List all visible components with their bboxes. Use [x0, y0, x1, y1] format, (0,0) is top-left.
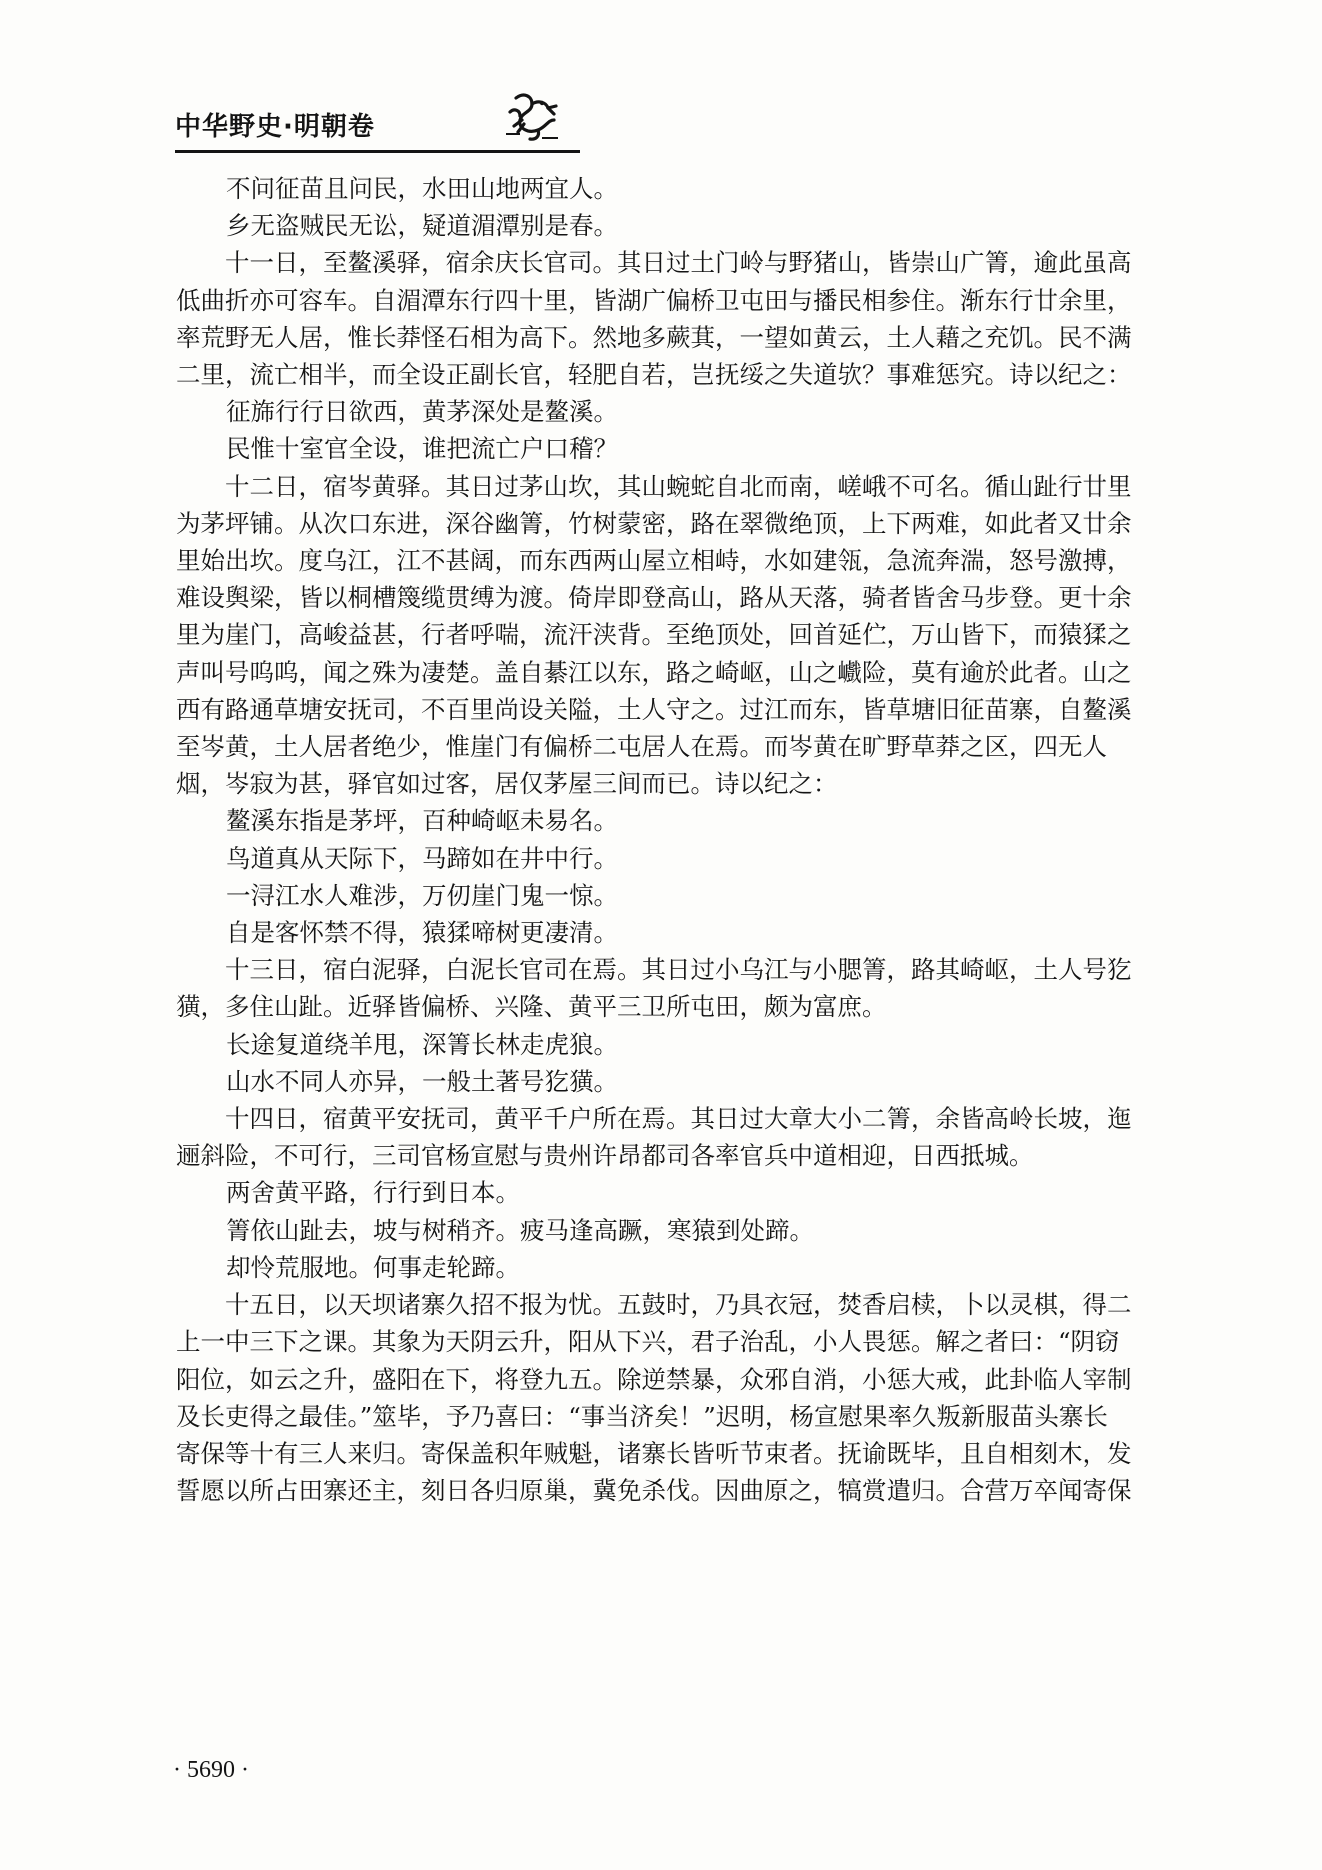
prose-line: 獚，多住山趾。近驿皆偏桥、兴隆、黄平三卫所屯田，颇为富庶。: [176, 992, 887, 1022]
body-text: [176, 170, 1206, 1509]
prose-line: 西有路通草塘安抚司，不百里尚设关隘，土人守之。过江而东，皆草塘旧征苗寨，自鳌溪: [176, 694, 1132, 724]
prose-line: 烟，岑寂为甚，驿官如过客，居仅茅屋三间而已。诗以纪之：: [176, 769, 838, 799]
prose-line: 二里，流亡相半，而全设正副长官，轻肥自若，岂抚绥之失道欤？事难惩究。诗以纪之：: [176, 360, 1132, 390]
verse-line: 自是客怀禁不得，猿猱啼树更凄清。: [226, 918, 618, 948]
verse-line: 一浔江水人难涉，万仞崖门鬼一惊。: [226, 880, 618, 910]
running-header: [175, 90, 580, 150]
prose-line: 难设舆梁，皆以桐槽篾缆贯缚为渡。倚岸即登高山，路从天落，骑者皆舍马步登。更十余: [176, 583, 1132, 613]
verse-line: 鸟道真从天际下，马蹄如在井中行。: [226, 843, 618, 873]
verse-line: 民惟十室官全设，谁把流亡户口稽？: [226, 434, 618, 464]
prose-line: 里始出坎。度乌江，江不甚阔，而东西两山屋立相峙，水如建瓴，急流奔湍，怒号激搏，: [176, 546, 1132, 576]
dragon-emblem-icon: [502, 90, 562, 142]
verse-line: 却怜荒服地。何事走轮蹄。: [226, 1252, 520, 1282]
prose-line: 及长吏得之最佳。”筮毕，予乃喜曰：“事当济矣！”迟明，杨宣慰果率久叛新服苗头寨长: [176, 1401, 1108, 1431]
verse-line: 乡无盗贼民无讼，疑道湄潭别是春。: [226, 211, 618, 241]
prose-line: 寄保等十有三人来归。寄保盖积年贼魁，诸寨长皆听节束者。抚谕既毕，且自相刻木，发: [176, 1438, 1132, 1468]
prose-line: 十二日，宿岑黄驿。其日过茅山坎，其山蜿蛇自北而南，嵯峨不可名。循山趾行廿里: [225, 471, 1132, 501]
verse-line: 箐依山趾去，坡与树稍齐。疲马逢高蹶，寒猿到处蹄。: [226, 1215, 814, 1245]
prose-line: 逦斜险，不可行，三司官杨宣慰与贵州许昂都司各率官兵中道相迎，日西抵城。: [176, 1141, 1034, 1171]
verse-line: 山水不同人亦异，一般土著号犵獚。: [226, 1066, 618, 1096]
verse-line: 长途复道绕羊甩，深箐长林走虎狼。: [226, 1029, 618, 1059]
prose-line: 誓愿以所占田寨还主，刻日各归原巢，冀免杀伐。因曲原之，犒赏遣归。合营万卒闻寄保: [176, 1476, 1132, 1506]
prose-line: 低曲折亦可容车。自湄潭东行四十里，皆湖广偏桥卫屯田与播民相参住。渐东行廿余里，: [176, 285, 1132, 315]
verse-line: 鳌溪东指是茅坪，百种崎岖未易名。: [226, 806, 618, 836]
prose-line: 率荒野无人居，惟长莽怪石相为高下。然地多蕨萁，一望如黄云，土人藉之充饥。民不满: [176, 322, 1132, 352]
prose-line: 至岑黄，土人居者绝少，惟崖门有偏桥二屯居人在焉。而岑黄在旷野草莽之区，四无人: [176, 732, 1107, 762]
prose-line: 十一日，至鳌溪驿，宿余庆长官司。其日过土门岭与野猪山，皆崇山广箐，逾此虽高: [225, 248, 1132, 278]
book-title: 中华野史·明朝卷: [175, 112, 375, 142]
prose-line: 十三日，宿白泥驿，白泥长官司在焉。其日过小乌江与小腮箐，路其崎岖，土人号犵: [225, 955, 1132, 985]
prose-line: 十四日，宿黄平安抚司，黄平千户所在焉。其日过大章大小二箐，余皆高岭长坡，迤: [225, 1104, 1132, 1134]
prose-line: 上一中三下之课。其象为天阴云升，阳从下兴，君子治乱，小人畏惩。解之者曰：“阴窃: [176, 1327, 1120, 1357]
prose-line: 阳位，如云之升，盛阳在下，将登九五。除逆禁暴，众邪自消，小惩大戒，此卦临人宰制: [176, 1364, 1132, 1394]
prose-line: 十五日，以天坝诸寨久招不报为忧。五鼓时，乃具衣冠，焚香启椟，卜以灵棋，得二: [225, 1290, 1132, 1320]
page-number: · 5690 ·: [173, 1757, 249, 1783]
verse-line: 两舍黄平路，行行到日本。: [226, 1178, 520, 1208]
prose-line: 声叫号呜呜，闻之殊为凄楚。盖自綦江以东，路之崎岖，山之巇险，莫有逾於此者。山之: [176, 657, 1132, 687]
prose-line: 为茅坪铺。从次口东进，深谷幽箐，竹树蒙密，路在翠微绝顶，上下两难，如此者又廿余: [176, 508, 1132, 538]
header-rule: [175, 150, 580, 153]
prose-line: 里为崖门，高峻益甚，行者呼喘，流汗浃背。至绝顶处，回首延伫，万山皆下，而猿猱之: [176, 620, 1132, 650]
verse-line: 不问征苗且问民，水田山地两宜人。: [226, 174, 618, 203]
verse-line: 征旆行行日欲西，黄茅深处是鳌溪。: [226, 397, 618, 427]
